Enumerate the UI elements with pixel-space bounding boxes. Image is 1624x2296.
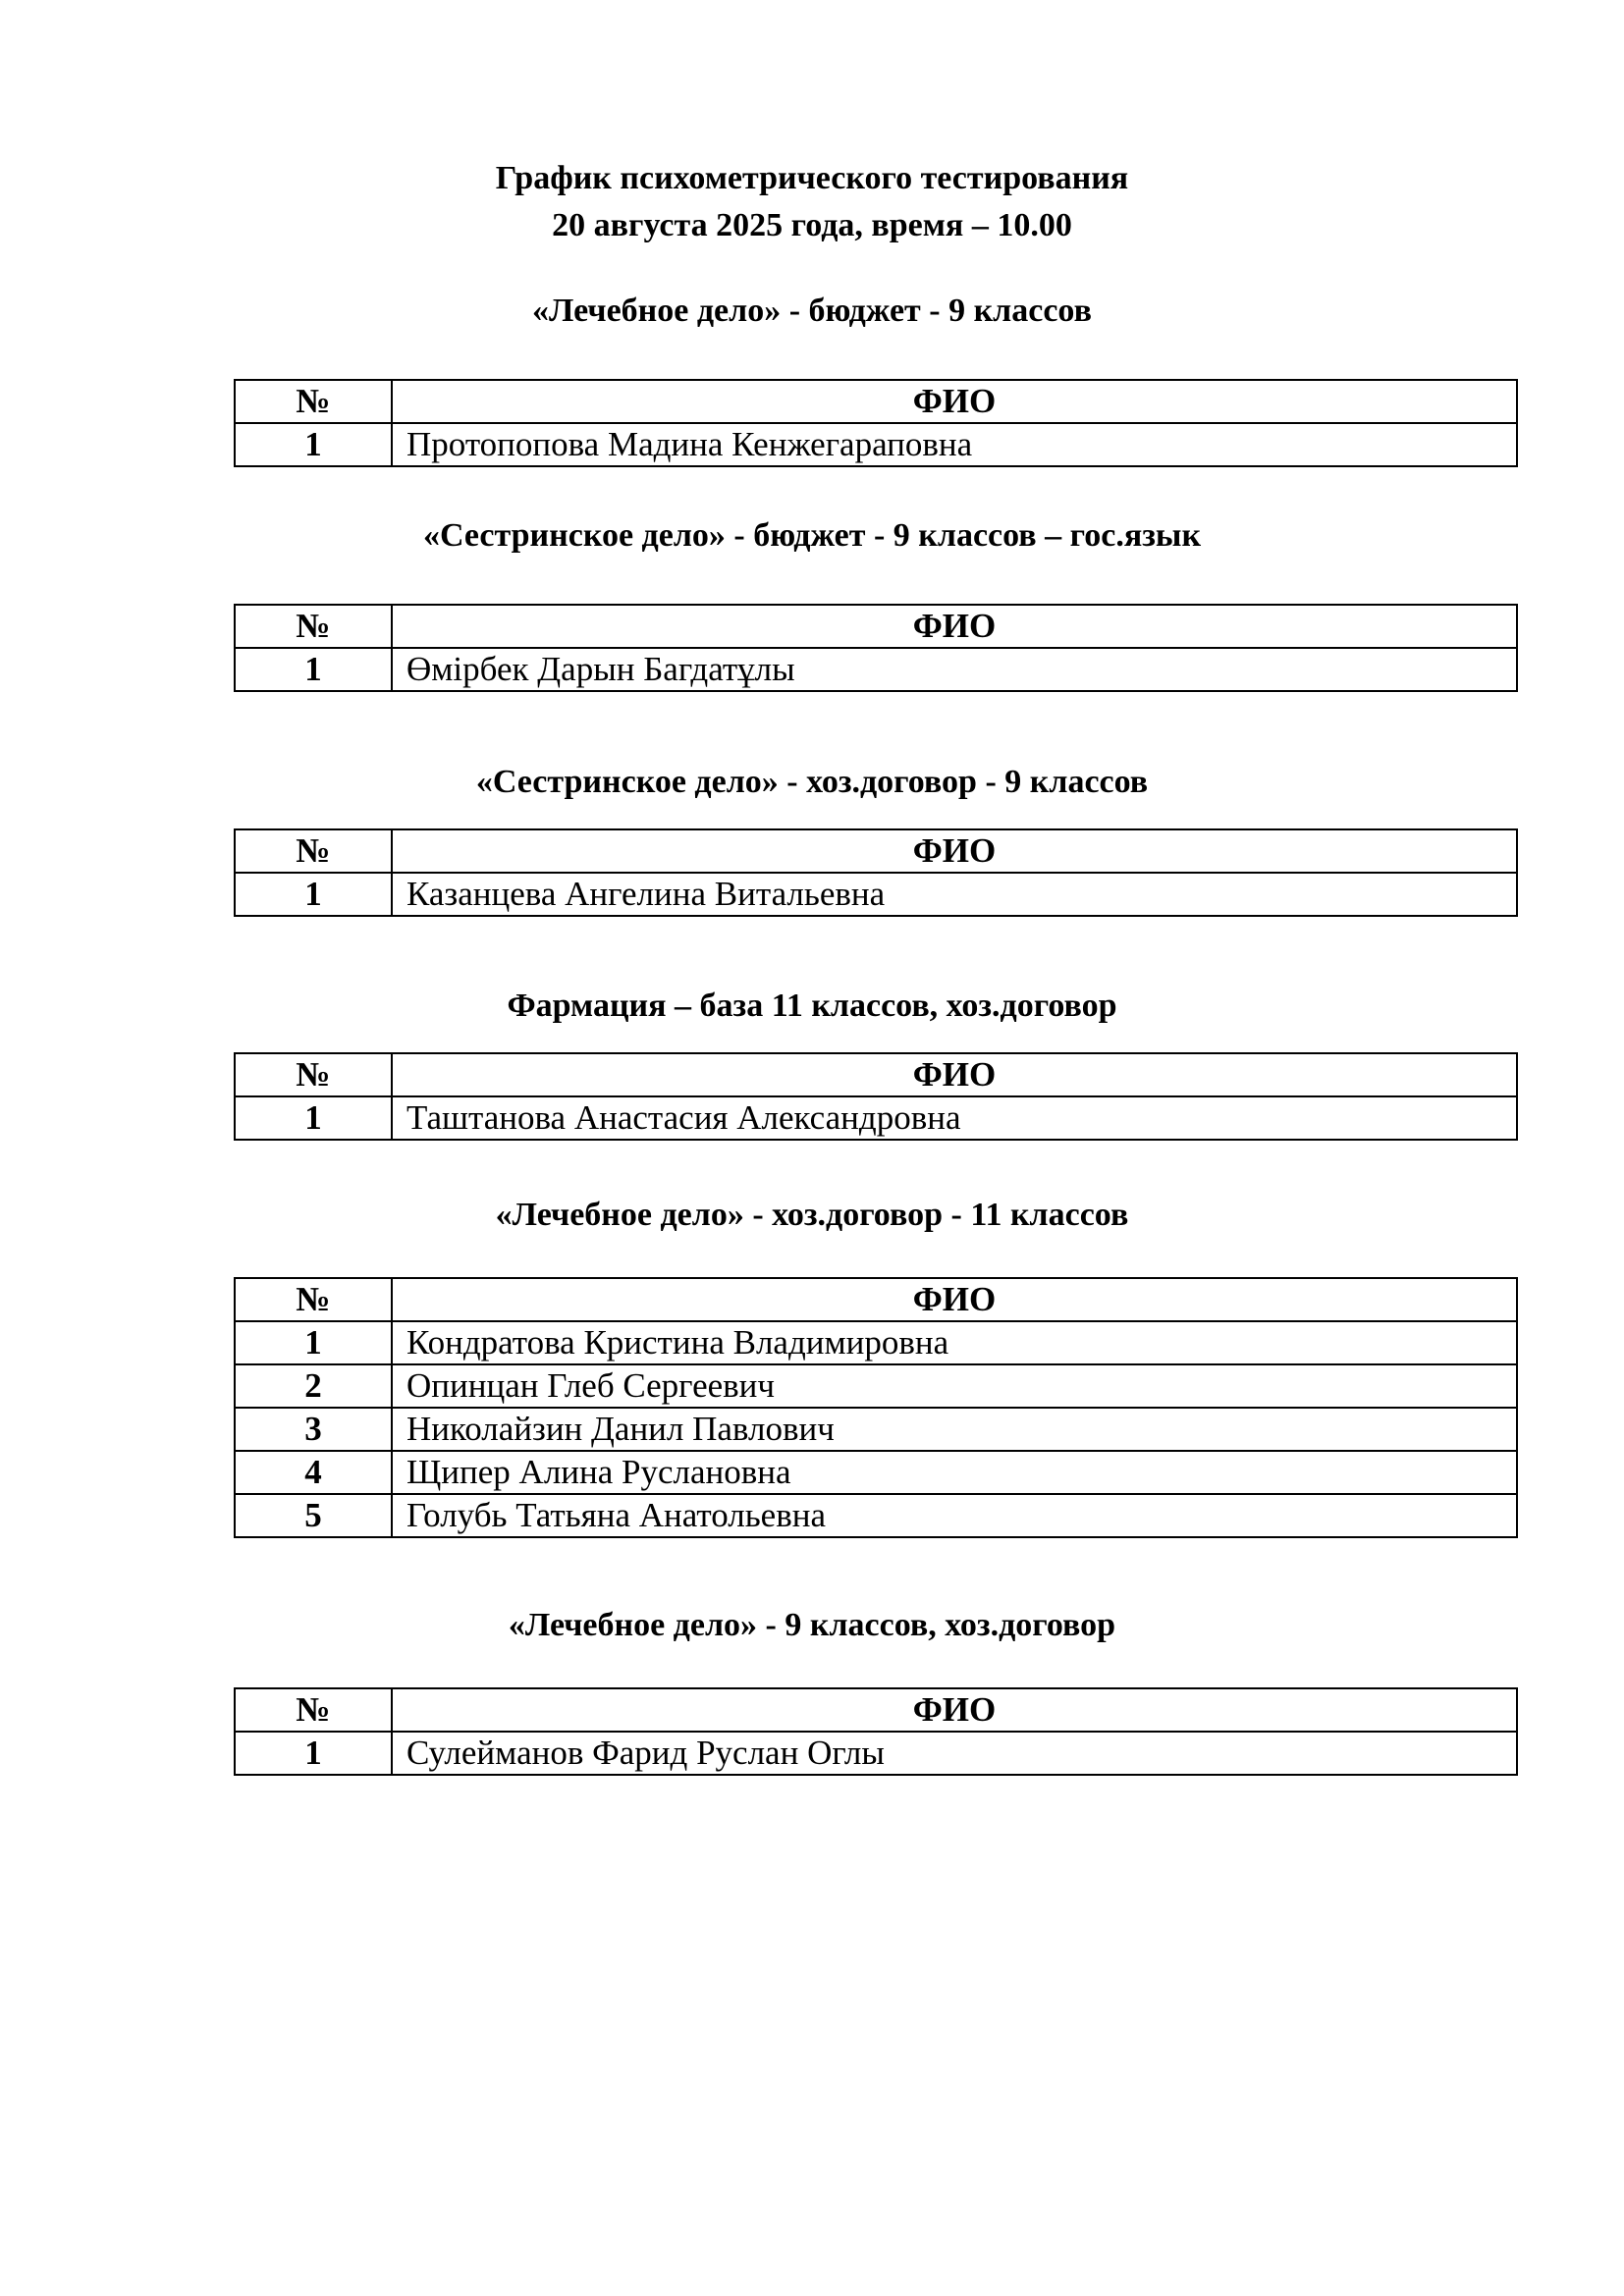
section-farmaciya-11-contract <box>0 984 1624 1137</box>
column-header-number: № <box>235 829 392 873</box>
table-row <box>235 1364 1517 1408</box>
row-number: 1 <box>235 1321 392 1364</box>
row-number: 5 <box>235 1494 392 1537</box>
column-header-number: № <box>235 1053 392 1096</box>
row-name: Сулейманов Фарид Руслан Оглы <box>392 1732 1517 1775</box>
column-header-number: № <box>235 380 392 423</box>
roster-table <box>234 379 1518 467</box>
row-name: Протопопова Мадина Кенжегараповна <box>392 423 1517 466</box>
column-header-name: ФИО <box>392 829 1517 873</box>
section-heading: «Сестринское дело» - хоз.договор - 9 классов <box>475 764 1149 800</box>
table-row <box>235 1096 1517 1140</box>
row-number: 1 <box>235 423 392 466</box>
row-number: 3 <box>235 1408 392 1451</box>
section-heading: Фармация – база 11 классов, хоз.договор <box>507 988 1117 1024</box>
section-heading: «Лечебное дело» - бюджет - 9 классов <box>532 293 1092 329</box>
page-title: График психометрического тестирования <box>495 160 1129 196</box>
roster-table <box>234 1052 1518 1141</box>
section-heading: «Сестринское дело» - бюджет - 9 классов – гос.язык <box>422 517 1202 554</box>
row-name: Опинцан Глеб Сергеевич <box>392 1364 1517 1408</box>
column-header-name: ФИО <box>392 1053 1517 1096</box>
row-name: Кондратова Кристина Владимировна <box>392 1321 1517 1364</box>
row-number: 1 <box>235 1096 392 1140</box>
section-lechebnoe-9-contract <box>0 1603 1624 1772</box>
column-header-name: ФИО <box>392 605 1517 648</box>
row-number: 1 <box>235 1732 392 1775</box>
section-heading: «Лечебное дело» - 9 классов, хоз.договор <box>508 1607 1116 1643</box>
roster-table <box>234 828 1518 917</box>
table-header-row <box>235 829 1517 873</box>
row-name: Голубь Татьяна Анатольевна <box>392 1494 1517 1537</box>
row-name: Өмірбек Дарын Багдатұлы <box>392 648 1517 691</box>
column-header-name: ФИО <box>392 1278 1517 1321</box>
section-sestrinskoe-budget-9-gos <box>0 513 1624 688</box>
table-header-row <box>235 605 1517 648</box>
table-header-row <box>235 1278 1517 1321</box>
table-row <box>235 648 1517 691</box>
section-lechebnoe-contract-11 <box>0 1193 1624 1534</box>
section-heading: «Лечебное дело» - хоз.договор - 11 классов <box>495 1197 1129 1233</box>
row-number: 2 <box>235 1364 392 1408</box>
page-subtitle-date: 20 августа 2025 года, время – 10.00 <box>552 207 1072 243</box>
column-header-number: № <box>235 1688 392 1732</box>
table-row <box>235 1451 1517 1494</box>
column-header-number: № <box>235 1278 392 1321</box>
table-header-row <box>235 1053 1517 1096</box>
table-row <box>235 873 1517 916</box>
roster-table <box>234 1687 1518 1776</box>
row-name: Щипер Алина Руслановна <box>392 1451 1517 1494</box>
table-header-row <box>235 380 1517 423</box>
row-number: 1 <box>235 873 392 916</box>
column-header-name: ФИО <box>392 380 1517 423</box>
row-name: Николайзин Данил Павлович <box>392 1408 1517 1451</box>
row-number: 4 <box>235 1451 392 1494</box>
table-row <box>235 1732 1517 1775</box>
section-lechebnoe-budget-9 <box>0 289 1624 463</box>
row-name: Казанцева Ангелина Витальевна <box>392 873 1517 916</box>
row-number: 1 <box>235 648 392 691</box>
table-header-row <box>235 1688 1517 1732</box>
table-row <box>235 1321 1517 1364</box>
table-row <box>235 423 1517 466</box>
roster-table <box>234 604 1518 692</box>
row-name: Таштанова Анастасия Александровна <box>392 1096 1517 1140</box>
column-header-number: № <box>235 605 392 648</box>
section-sestrinskoe-contract-9 <box>0 760 1624 913</box>
column-header-name: ФИО <box>392 1688 1517 1732</box>
roster-table <box>234 1277 1518 1538</box>
table-row <box>235 1494 1517 1537</box>
table-row <box>235 1408 1517 1451</box>
